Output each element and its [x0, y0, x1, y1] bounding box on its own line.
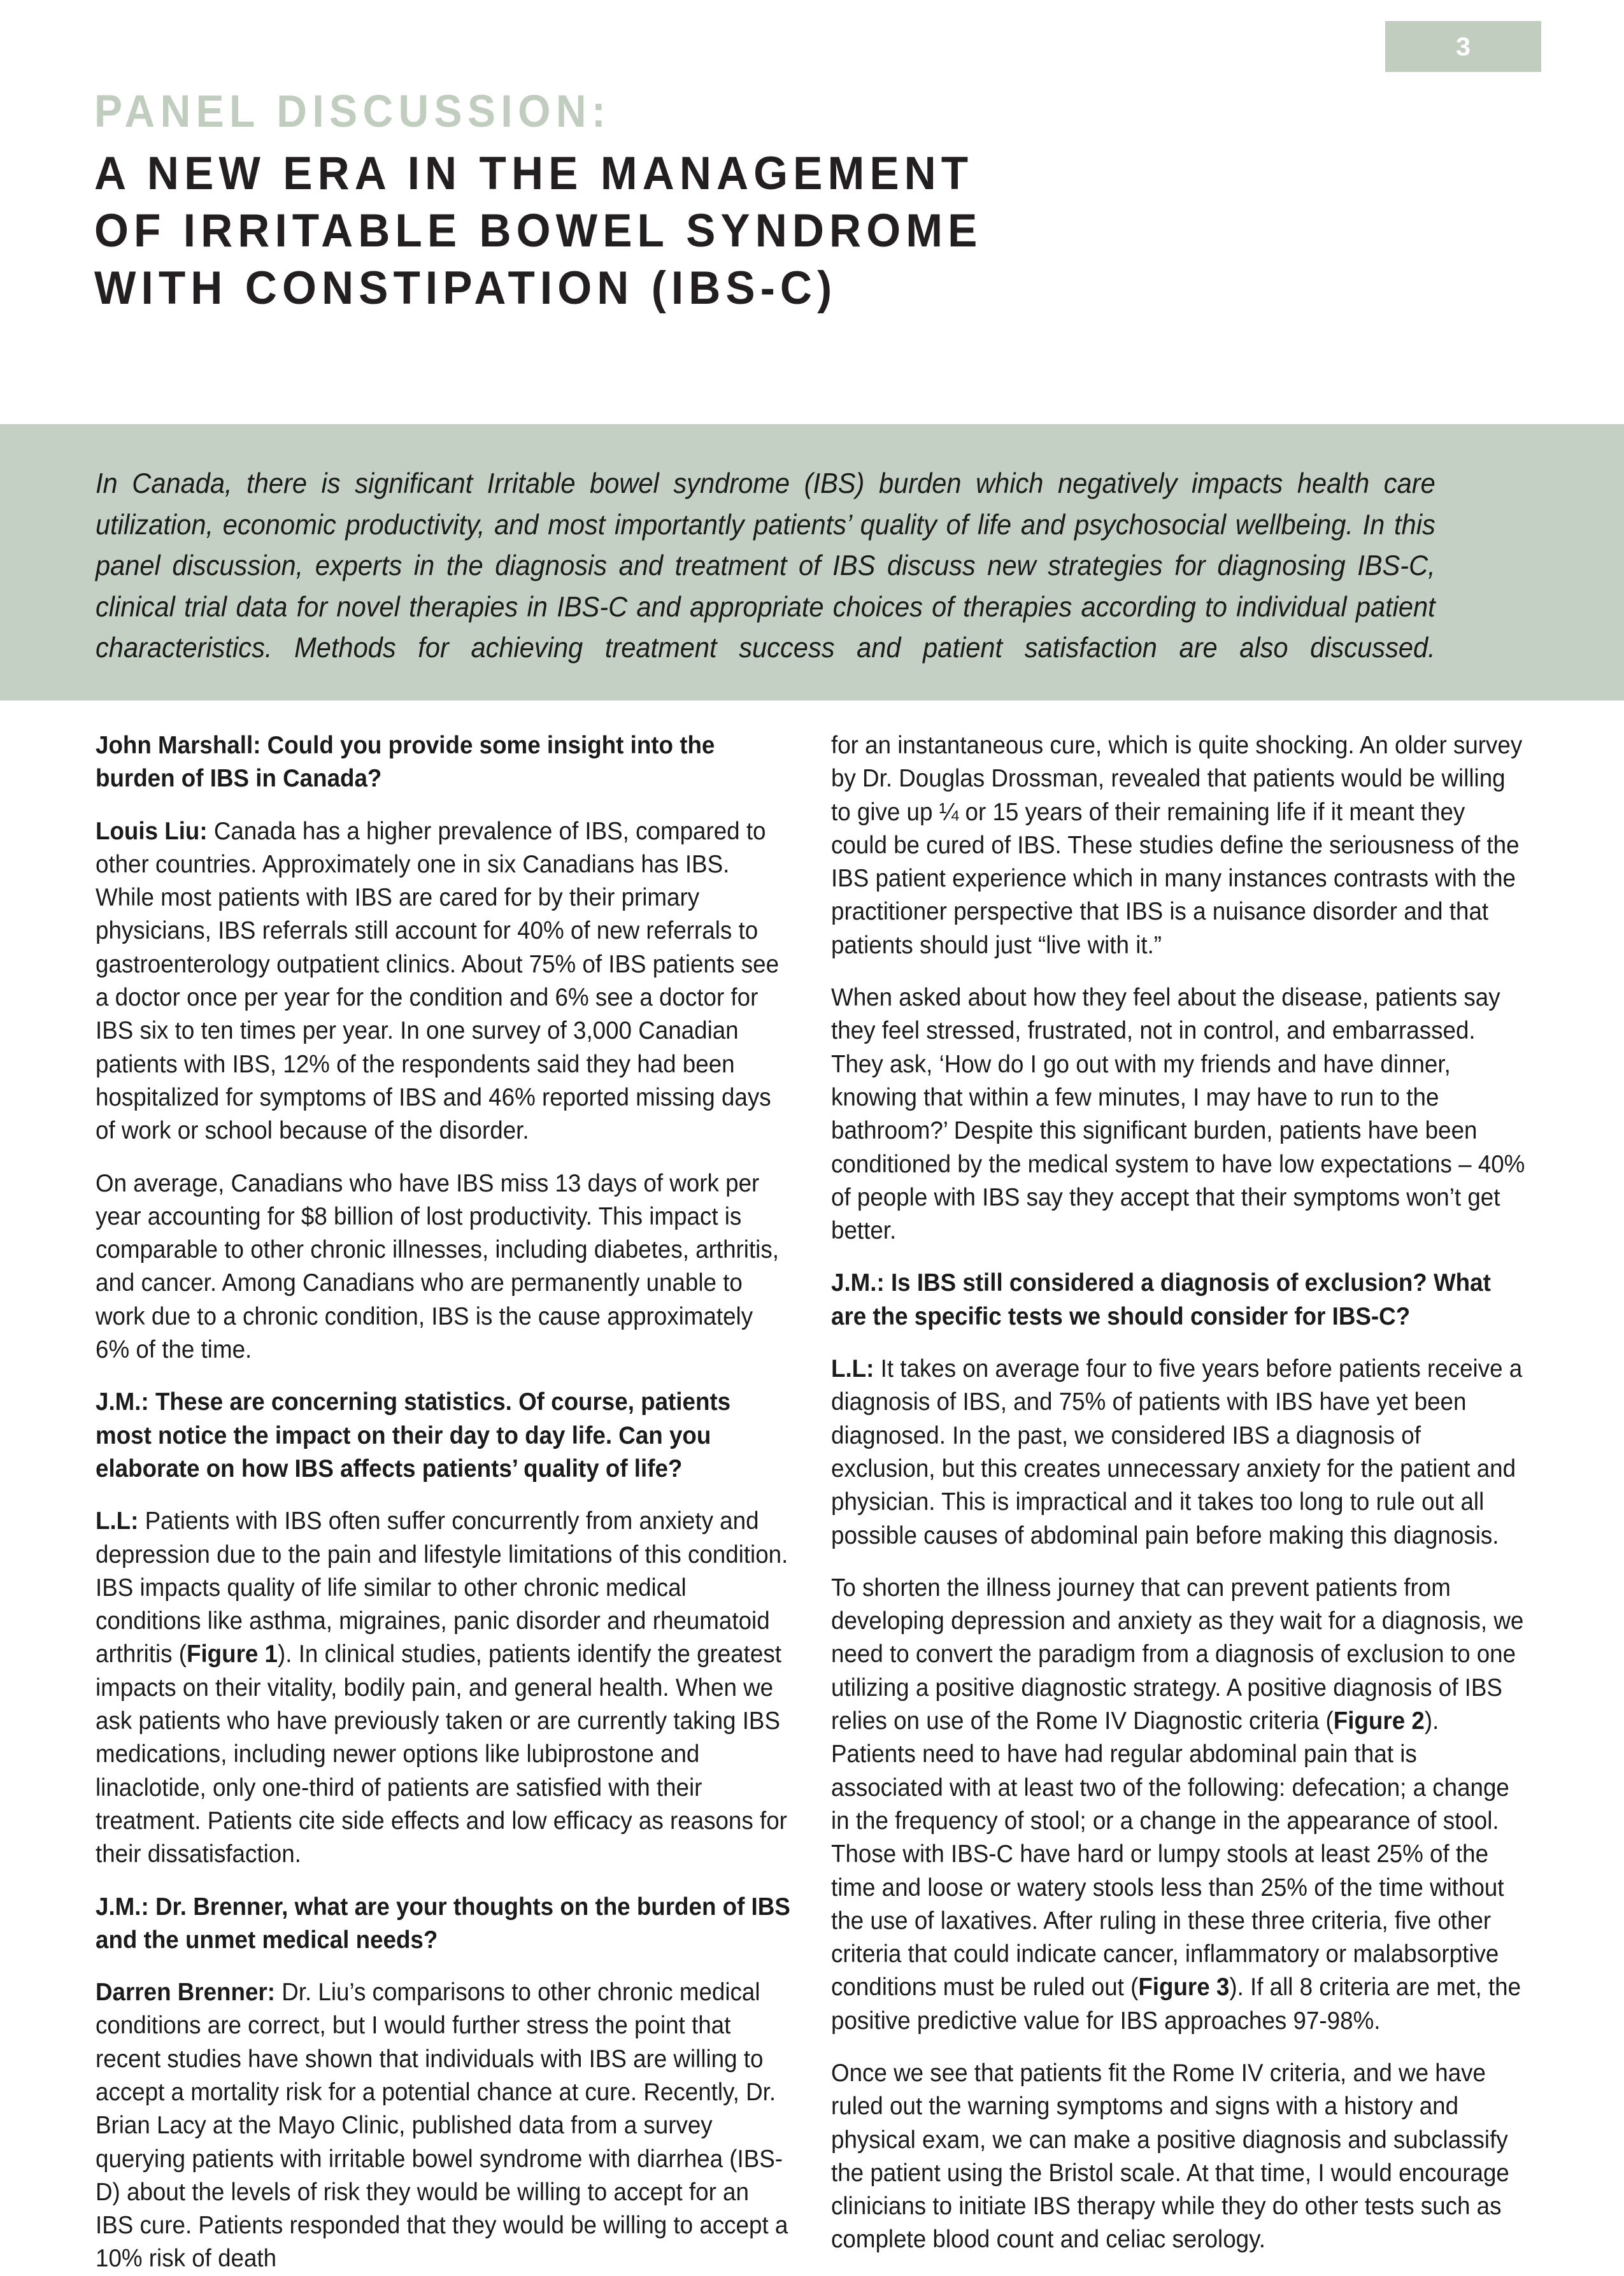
answer-4-body: It takes on average four to five years before patients receive a diagnosis of IBS, and 75% of patients with IBS have yet been diagnosed. In the past, we considered IBS a diagnosis of exclusion, but this creates unnecessary anxiety for the patient and physician. This is impractical and it takes too long to rule out all possible causes of abdominal pain before making this diagnosis.: [831, 1355, 1523, 1549]
title-line-3: WITH CONSTIPATION (IBS-C): [94, 262, 837, 314]
right-paragraph-2: When asked about how they feel about the disease, patients say they feel stressed, frustrated, not in control, and embarrassed. They ask, ‘How do I go out with my friends and have dinner, knowing that within a few minutes, I may have to run to the bathroom?’ Despite this significant burden, patients have been conditioned by the medical system to have low expectations – 40% of people with IBS say they accept that their symptoms won’t get better.: [831, 984, 1525, 1245]
abstract-text: In Canada, there is significant Irritable bowel syndrome (IBS) burden which negatively impacts health care utilization, economic productivity, and most importantly patients’ quality of life and psychosocial wellbeing. In this panel discussion, experts in the diagnosis and treatment of IBS discuss new strategies for diagnosing IBS-C, clinical trial data for novel therapies in IBS-C and appropriate choices of therapies according to individual patient characteristics. Methods for achieving treatment success and patient satisfaction are also discussed.: [96, 468, 1435, 664]
question-2: J.M.: These are concerning statistics. Of course, patients most notice the impact on their day to day life. Can you elaborate on how IBS affects patients’ quality of life?: [96, 1388, 731, 1483]
figure-2-reference: Figure 2: [1333, 1707, 1425, 1735]
right-paragraph-3-part-3: ). If all 8 criteria are met, the positive predictive value for IBS approaches 97-98%.: [831, 1974, 1521, 2035]
answer-4: [831, 1353, 1526, 1553]
right-paragraph-3-part-2: ). Patients need to have had regular abdominal pain that is associated with at least two of the following: defecation; a change in the frequency of stool; or a change in the appearance of stool. Those with IBS-C have hard or lumpy stools at least 25% of the time and loose or watery stools less than 25% of the time without the use of laxatives. After ruling in these three criteria, five other criteria that could indicate cancer, inflammatory or malabsorptive conditions must be ruled out (: [831, 1707, 1509, 2002]
page-number: 3: [1456, 31, 1471, 61]
speaker-ll: L.L:: [96, 1507, 139, 1535]
question-4: J.M.: Is IBS still considered a diagnosis of exclusion? What are the specific tests we should consider for IBS-C?: [831, 1269, 1491, 1330]
speaker-darren-brenner: Darren Brenner:: [96, 1979, 275, 2007]
answer-1-body: Canada has a higher prevalence of IBS, compared to other countries. Approximately one in six Canadians has IBS. While most patients with IBS are cared for by their primary physicians, IBS referrals still account for 40% of new referrals to gastroenterology outpatient clinics. About 75% of IBS patients see a doctor once per year for the condition and 6% see a doctor for IBS six to ten times per year. In one survey of 3,000 Canadian patients with IBS, 12% of the respondents said they had been hospitalized for symptoms of IBS and 46% reported missing days of work or school because of the disorder.: [96, 817, 780, 1145]
right-paragraph-1: for an instantaneous cure, which is quite shocking. An older survey by Dr. Douglas Drossman, revealed that patients would be willing to give up ¼ or 15 years of their remaining life if it meant they could be cured of IBS. These studies define the seriousness of the IBS patient experience which in many instances contrasts with the practitioner perspective that IBS is a nuisance disorder and that patients should just “live with it.”: [831, 732, 1523, 959]
right-paragraph-3: [831, 1572, 1526, 2038]
question-3: J.M.: Dr. Brenner, what are your thoughts on the burden of IBS and the unmet medical needs?: [96, 1893, 790, 1954]
page-number-badge: [1385, 21, 1541, 72]
title-kicker: PANEL DISCUSSION:: [94, 87, 611, 137]
title-line-1: A NEW ERA IN THE MANAGEMENT: [94, 148, 974, 200]
title-line-2: OF IRRITABLE BOWEL SYNDROME: [94, 205, 983, 257]
question-1: John Marshall: Could you provide some insight into the burden of IBS in Canada?: [96, 732, 715, 793]
right-column: [831, 729, 1526, 2276]
page-title: [94, 89, 1534, 317]
speaker-louis-liu: Louis Liu:: [96, 817, 208, 845]
right-paragraph-3-part-1: To shorten the illness journey that can prevent patients from developing depression and anxiety as they wait for a diagnosis, we need to convert the paradigm from a diagnosis of exclusion to one utilizing a positive diagnostic strategy. A positive diagnosis of IBS relies on use of the Rome IV Diagnostic criteria (: [831, 1574, 1524, 1735]
figure-1-reference: Figure 1: [186, 1640, 278, 1668]
answer-1-paragraph-2: On average, Canadians who have IBS miss 13 days of work per year accounting for $8 billion of lost productivity. This impact is comparable to other chronic illnesses, including diabetes, arthritis, and cancer. Among Canadians who are permanently unable to work due to a chronic condition, IBS is the cause approximately 6% of the time.: [96, 1169, 779, 1364]
right-paragraph-4: Once we see that patients fit the Rome IV criteria, and we have ruled out the warning symptoms and signs with a history and physical exam, we can make a positive diagnosis and subclassify the patient using the Bristol scale. At that time, I would encourage clinicians to initiate IBS therapy while they do other tests such as complete blood count and celiac serology.: [831, 2059, 1509, 2254]
answer-3: [96, 1976, 790, 2276]
left-column: [96, 729, 790, 2276]
figure-3-reference: Figure 3: [1138, 1974, 1230, 2002]
answer-2: [96, 1505, 790, 1871]
body-columns: [0, 729, 1624, 2276]
answer-3-body: Dr. Liu’s comparisons to other chronic medical conditions are correct, but I would further stress the point that recent studies have shown that individuals with IBS are willing to accept a mortality risk for a potential chance at cure. Recently, Dr. Brian Lacy at the Mayo Clinic, published data from a survey querying patients with irritable bowel syndrome with diarrhea (IBS-D) about the levels of risk they would be willing to accept for an IBS cure. Patients responded that they would be willing to accept a 10% risk of death: [96, 1979, 788, 2273]
abstract-band: [0, 424, 1624, 701]
speaker-ll-2: L.L:: [831, 1355, 874, 1383]
answer-2-part-2: ). In clinical studies, patients identify the greatest impacts on their vitality, bodily pain, and general health. When we ask patients who have previously taken or are currently taking IBS medications, including newer options like lubiprostone and linaclotide, only one-third of patients are satisfied with their treatment. Patients cite side effects and low efficacy as reasons for their dissatisfaction.: [96, 1640, 787, 1868]
answer-2-part-1: Patients with IBS often suffer concurrently from anxiety and depression due to the pain and lifestyle limitations of this condition. IBS impacts quality of life similar to other chronic medical conditions like asthma, migraines, panic disorder and rheumatoid arthritis (: [96, 1507, 788, 1668]
answer-1: [96, 815, 790, 1148]
title-main: [94, 145, 1462, 317]
